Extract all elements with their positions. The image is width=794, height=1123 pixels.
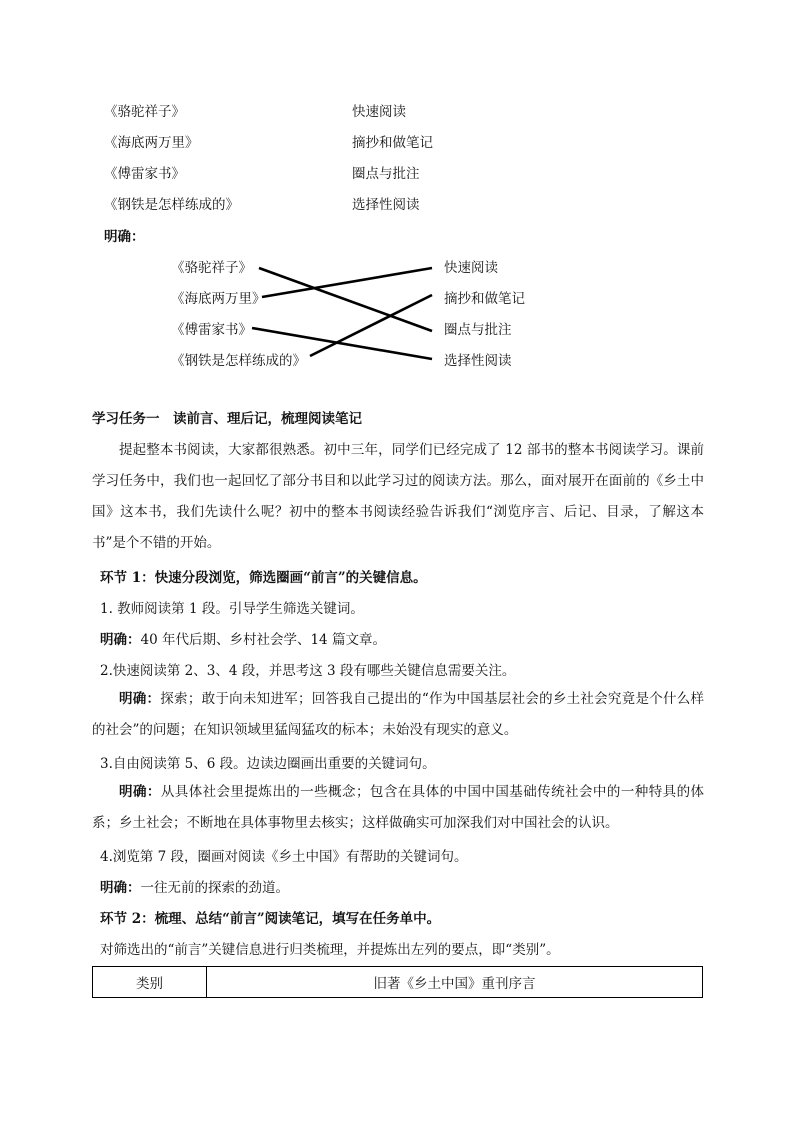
diagram-method: 摘抄和做笔记 <box>444 291 525 307</box>
connector-line <box>252 328 432 359</box>
answer-label: 明确： <box>119 691 161 707</box>
answer-text: 40 年代后期、乡村社会学、14 篇文章。 <box>140 632 386 648</box>
step1-heading: 环节 1：快速分段浏览，筛选圈画“前言”的关键信息。 <box>100 570 427 586</box>
item2-answer <box>92 684 704 746</box>
diagram-book: 《钢铁是怎样练成的》 <box>171 353 306 369</box>
item1-answer <box>100 631 386 649</box>
item1: 1. 教师阅读第 1 段。引导学生筛选关键词。 <box>100 601 364 617</box>
task-heading: 学习任务一 读前言、理后记，梳理阅读笔记 <box>92 411 362 427</box>
connector-lines <box>0 0 794 400</box>
method-item: 圈点与批注 <box>352 166 420 182</box>
connector-line <box>262 268 432 297</box>
method-item: 摘抄和做笔记 <box>352 135 433 151</box>
answer-label: 明确： <box>104 229 145 245</box>
table-header-preface: 旧著《乡土中国》重刊序言 <box>207 967 703 998</box>
book-item: 《海底两万里》 <box>104 135 199 151</box>
table-header-category: 类别 <box>93 967 207 998</box>
item4: 4.浏览第 7 段，圈画对阅读《乡土中国》有帮助的关键词句。 <box>100 849 468 865</box>
item2: 2.快速阅读第 2、3、4 段，并思考这 3 段有哪些关键信息需要关注。 <box>100 663 516 679</box>
table-row <box>93 967 703 998</box>
book-item: 《骆驼祥子》 <box>104 104 185 120</box>
diagram-book: 《骆驼祥子》 <box>171 260 252 276</box>
method-item: 快速阅读 <box>352 104 406 120</box>
answer-label: 明确： <box>119 784 161 800</box>
item3-answer <box>92 777 704 839</box>
item3: 3.自由阅读第 5、6 段。边读边圈画出重要的关键词句。 <box>100 756 436 772</box>
diagram-method: 选择性阅读 <box>444 353 512 369</box>
notes-table <box>92 966 703 998</box>
diagram-book: 《海底两万里》 <box>171 291 266 307</box>
diagram-method: 快速阅读 <box>444 260 498 276</box>
book-item: 《钢铁是怎样练成的》 <box>104 197 239 213</box>
answer-label: 明确： <box>100 880 141 896</box>
answer-label: 明确： <box>100 632 141 648</box>
step2-text: 对筛选出的“前言”关键信息进行归类梳理，并提炼出左列的要点，即“类别”。 <box>100 942 560 958</box>
book-item: 《傅雷家书》 <box>104 166 185 182</box>
method-item: 选择性阅读 <box>352 197 420 213</box>
step2-heading: 环节 2：梳理、总结“前言”阅读笔记，填写在任务单中。 <box>100 911 441 927</box>
answer-text: 一往无前的探索的劲道。 <box>140 880 289 896</box>
diagram-book: 《傅雷家书》 <box>171 322 252 338</box>
connector-line <box>259 268 432 331</box>
diagram-method: 圈点与批注 <box>444 322 512 338</box>
intro-paragraph: 提起整本书阅读，大家都很熟悉。初中三年，同学们已经完成了 12 部书的整本书阅读学习。课前学习任务中，我们也一起回忆了部分书目和以此学习过的阅读方法。那么，面对展开在面前的《乡土中国》这本书，我们先读什么呢？初中的整本书阅读经验告诉我们“浏览序言、后记、目录，了解这本书”是个不错的开始。 <box>92 442 704 551</box>
answer-text: 探索；敢于向未知进军；回答我自己提出的“作为中国基层社会的乡土社会究竟是个什么样的社会”的问题；在知识领域里猛闯猛攻的标本；未始没有现实的意义。 <box>92 691 704 738</box>
answer-text: 从具体社会里提炼出的一些概念；包含在具体的中国中国基础传统社会中的一种特具的体系；乡土社会；不断地在具体事物里去核实；这样做确实可加深我们对中国社会的认识。 <box>92 784 705 831</box>
item4-answer <box>100 879 289 897</box>
